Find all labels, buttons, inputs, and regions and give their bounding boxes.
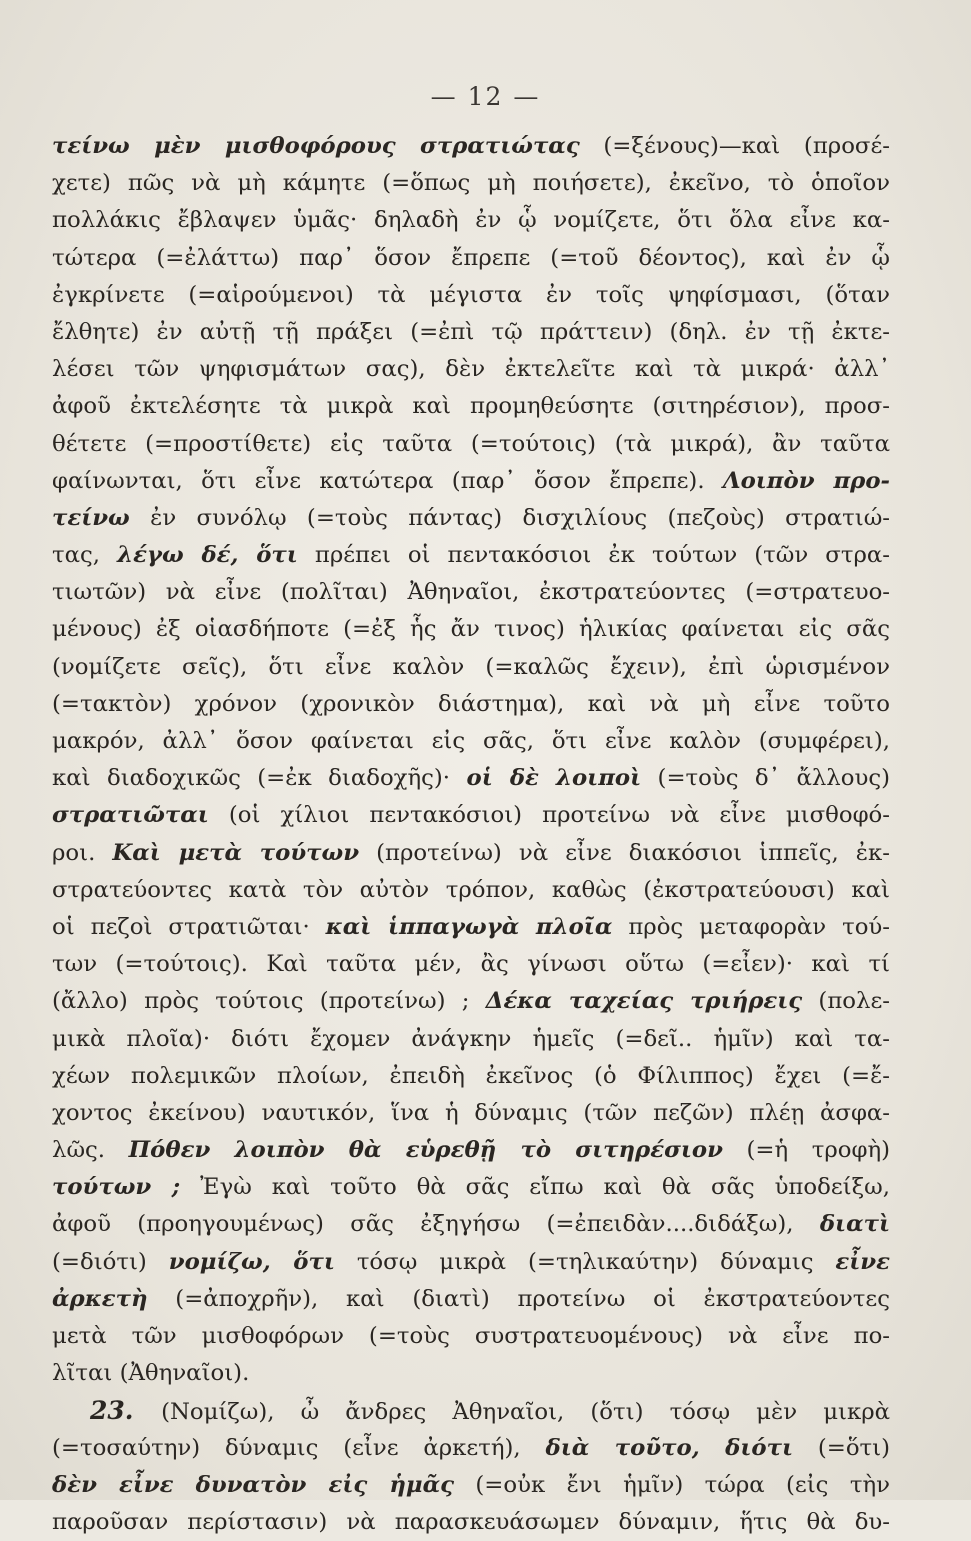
text-segment: μακρόν, ἀλλ᾽ ὅσον φαίνεται εἰς σᾶς, ὅτι εἶνε καλὸν (συμφέρει), [52,728,890,754]
text-segment: (=ὅτι) [792,1434,890,1461]
text-line [52,1281,890,1318]
text-segment: (=ἀποχρῆν), καὶ (διατὶ) προτείνω οἱ ἐκστρατεύοντες [147,1285,890,1312]
text-segment: οἱ πεζοὶ στρατιῶται· [52,913,326,940]
text-segment: (ἄλλο) πρὸς τούτοις (προτείνω) ; [52,988,486,1015]
text-line [52,1392,890,1429]
text-line [52,760,890,797]
emphasized-text: Καὶ μετὰ τούτων [112,839,360,866]
text-line [52,1318,890,1355]
text-line [52,500,890,537]
text-segment: (=τοὺς δ᾽ ἄλλους) [641,765,890,792]
text-segment: τώτερα (=ἐλάττω) παρ᾽ ὅσον ἔπρεπε (=τοῦ δέοντος), καὶ ἐν ᾧ [52,244,890,271]
emphasized-text: τούτων ; [52,1174,181,1201]
text-line [52,1504,890,1541]
text-line [52,128,890,165]
text-segment: (=τοσαύτην) δύναμις (εἶνε ἀρκετή), [52,1434,546,1461]
text-line [52,946,890,983]
emphasized-text: τείνω [52,504,130,531]
text-segment: (=οὐκ ἔνι ἡμῖν) τώρα (εἰς τὴν [454,1471,890,1498]
text-line [52,835,890,872]
page-number: — 12 — [430,82,541,111]
emphasized-text: οἱ δὲ λοιποὶ [466,765,642,792]
text-line [52,983,890,1020]
text-segment: στρατεύοντες κατὰ τὸν αὐτὸν τρόπον, καθὼς (ἐκστρατεύουσι) καὶ [52,876,890,903]
text-line [52,797,890,834]
text-segment: παροῦσαν περίστασιν) νὰ παρασκευάσωμεν δύναμιν, ἥτις θὰ δυ- [52,1508,890,1535]
text-segment: λέσει τῶν ψηφισμάτων σας), δὲν ἐκτελεῖτε καὶ τὰ μικρά· ἀλλ᾽ [52,356,890,383]
text-segment: (οἱ χίλιοι πεντακόσιοι) προτείνω νὰ εἶνε μισθοφό- [208,802,890,829]
text-segment: πρέπει οἱ πεντακόσιοι ἐκ τούτων (τῶν στρα- [297,542,890,569]
text-segment: χοντος ἐκείνου) ναυτικόν, ἵνα ἡ δύναμις (τῶν πεζῶν) πλέῃ ἀσφα- [52,1099,890,1126]
emphasized-text: νομίζω, ὅτι [168,1248,335,1275]
emphasized-text: λέγω δέ, ὅτι [117,542,298,569]
text-segment: πρὸς μεταφορὰν τού- [612,913,890,940]
text-line [52,611,890,648]
text-line [52,649,890,686]
text-segment: θέτετε (=προστίθετε) εἰς ταῦτα (=τούτοις) (τὰ μικρά), ἂν ταῦτα [52,430,890,457]
text-segment: λῶς. [52,1137,129,1164]
text-line [52,426,890,463]
text-segment: (=διότι) [52,1248,169,1275]
emphasized-text: Πόθεν λοιπὸν θὰ εὑρεθῇ τὸ σιτηρέσιον [128,1137,723,1164]
text-line [52,1169,890,1206]
text-segment: (πολε- [802,988,890,1015]
emphasized-text: ἀρκετὴ [52,1285,148,1312]
text-line [52,574,890,611]
emphasized-text: τείνω μὲν μισθοφόρους στρατιώτας [52,133,580,159]
text-line [52,1467,890,1504]
text-line [52,1244,890,1281]
text-segment: ἀφοῦ (προηγουμένως) σᾶς ἐξηγήσω (=ἐπειδὰν....διδάξω), [52,1211,820,1238]
paragraph [52,128,890,1392]
text-segment: ἐν συνόλῳ (=τοὺς πάντας) δισχιλίους (πεζοὺς) στρατιώ- [129,504,890,531]
text-segment: μετὰ τῶν μισθοφόρων (=τοὺς συστρατευομένους) νὰ εἶνε πο- [52,1323,890,1349]
emphasized-text: στρατιῶται [52,802,209,829]
text-line [52,314,890,351]
text-segment: (=ξένους)—καὶ (προσέ- [579,133,890,159]
text-segment: (Νομίζω), ὦ ἄνδρες Ἀθηναῖοι, (ὅτι) τόσῳ μὲν μικρὰ [161,1399,890,1426]
text-segment: λῖται (Ἀθηναῖοι). [52,1360,250,1387]
text-segment: ἀφοῦ ἐκτελέσητε τὰ μικρὰ καὶ προμηθεύσητε (σιτηρέσιον), προσ- [52,393,890,420]
emphasized-text: Δέκα ταχείας τριήρεις [485,988,803,1015]
text-segment: χέων πολεμικῶν πλοίων, ἐπειδὴ ἐκεῖνος (ὁ Φίλιππος) ἔχει (=ἔ- [52,1062,890,1089]
emphasized-text: διὰ τοῦτο, διότι [545,1434,793,1461]
text-segment: (=ἡ τροφὴ) [722,1137,890,1164]
text-line [52,1095,890,1132]
text-segment: τας, [52,542,118,569]
text-segment: χετε) πῶς νὰ μὴ κάμητε (=ὅπως μὴ ποιήσετε), ἐκεῖνο, τὸ ὁποῖον [52,170,890,197]
text-segment: μικὰ πλοῖα)· διότι ἔχομεν ἀνάγκην ἡμεῖς (=δεῖ.. ἡμῖν) καὶ τα- [52,1025,890,1052]
text-line [52,351,890,388]
text-line [52,277,890,314]
section-23 [52,1392,890,1541]
text-segment: (=τακτὸν) χρόνον (χρονικὸν διάστημα), καὶ νὰ μὴ εἶνε τοῦτο [52,690,890,717]
text-line [52,723,890,760]
text-line [52,1021,890,1058]
text-segment: (προτείνω) νὰ εἶνε διακόσιοι ἱππεῖς, ἐκ- [359,839,890,866]
body-text [52,128,890,1541]
text-line [52,1355,890,1392]
text-line [52,463,890,500]
text-segment: καὶ διαδοχικῶς (=ἐκ διαδοχῆς)· [52,765,467,792]
text-line [52,165,890,202]
text-segment: πολλάκις ἔβλαψεν ὑμᾶς· δηλαδὴ ἐν ᾧ νομίζετε, ὅτι ὅλα εἶνε κα- [52,207,890,234]
text-segment: ἔλθητε) ἐν αὐτῇ τῇ πράξει (=ἐπὶ τῷ πράττειν) (δηλ. ἐν τῇ ἐκτε- [52,318,890,345]
text-line [52,240,890,277]
emphasized-text: Λοιπὸν προ- [722,467,890,494]
text-line [52,909,890,946]
text-segment: τιωτῶν) νὰ εἶνε (πολῖται) Ἀθηναῖοι, ἐκστρατεύοντες (=στρατευο- [52,579,890,606]
text-line [52,1058,890,1095]
text-line [52,202,890,239]
text-segment: Ἐγὼ καὶ τοῦτο θὰ σᾶς εἴπω καὶ θὰ σᾶς ὑποδείξω, [180,1174,890,1201]
text-line [52,1132,890,1169]
text-line [52,388,890,425]
text-segment: φαίνωνται, ὅτι εἶνε κατώτερα (παρ᾽ ὅσον ἔπρεπε). [52,467,723,494]
text-line [52,872,890,909]
text-segment: μένους) ἐξ οἱασδήποτε (=ἐξ ἧς ἄν τινος) ἡλικίας φαίνεται εἰς σᾶς [52,616,890,643]
text-line [52,1206,890,1243]
emphasized-text: διατὶ [819,1211,890,1238]
text-segment: (νομίζετε σεῖς), ὅτι εἶνε καλὸν (=καλῶς ἔχειν), ἐπὶ ὡρισμένον [52,653,890,680]
text-segment: ἐγκρίνετε (=αἱρούμενοι) τὰ μέγιστα ἐν τοῖς ψηφίσμασι, (ὅταν [52,281,890,308]
emphasized-text: δὲν εἶνε δυνατὸν εἰς ἡμᾶς [52,1471,455,1498]
text-line [52,686,890,723]
text-segment: τόσῳ μικρὰ (=τηλικαύτην) δύναμις [334,1248,836,1275]
emphasized-text: καὶ ἱππαγωγὰ πλοῖα [325,913,613,940]
text-line [52,1430,890,1467]
emphasized-text: εἶνε [835,1248,890,1275]
section-number: 23. [90,1396,162,1426]
text-segment: ροι. [52,839,113,866]
text-line [52,537,890,574]
text-segment: των (=τούτοις). Καὶ ταῦτα μέν, ἂς γίνωσι οὕτω (=εἶεν)· καὶ τί [52,951,890,978]
